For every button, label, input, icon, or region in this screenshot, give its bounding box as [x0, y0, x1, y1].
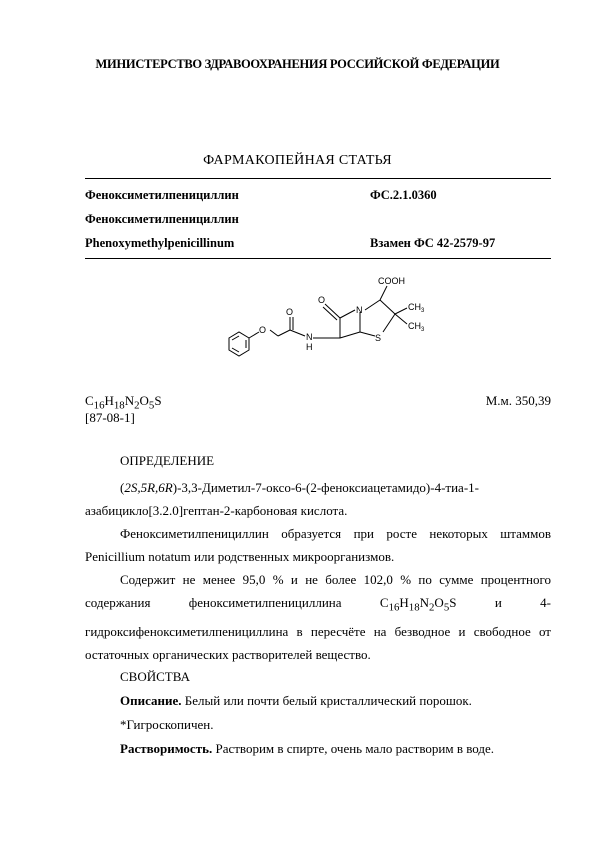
amide-hydrogen-label: H	[306, 342, 313, 352]
definition-paragraph-origin: Феноксиметилпенициллин образуется при росте некоторых штаммов Penicillium notatum или родственных микроорганизмов.	[85, 526, 551, 564]
divider-top	[85, 178, 551, 179]
solubility-line: Растворимость. Растворим в спирте, очень мало растворим в воде.	[120, 741, 495, 756]
ether-oxygen-label: O	[259, 325, 267, 335]
hygroscopic-note: *Гигроскопичен.	[120, 717, 214, 732]
definition-paragraph-content: Содержит не менее 95,0 % и не более 102,0 % по сумме процентного содержания феноксиметилпенициллина $C_{16}H_{18}N_2O_5S$ и 4-гидроксифеноксиметилпенициллина в пересчёте на безводное и свободное от остаточных органических растворителей вещество.	[85, 572, 552, 662]
cas-number: [87-08-1]	[85, 410, 135, 425]
section-definition-heading: ОПРЕДЕЛЕНИЕ	[120, 453, 215, 468]
name-latin: Phenoxymethylpenicillinum	[85, 236, 235, 250]
description-label: Описание.	[120, 693, 182, 708]
beta-lactam-bonds	[323, 304, 360, 338]
methyl-label-2: $CH_3$	[408, 321, 425, 333]
solubility-label: Растворимость.	[120, 741, 213, 756]
ring-nitrogen-label: N	[356, 305, 363, 315]
section-properties-heading: СВОЙСТВА	[120, 669, 190, 684]
molecular-formula: $C_{16}H_{18}N_2O_5S$	[85, 393, 162, 412]
structural-formula	[215, 272, 435, 367]
thiazolidine-bonds	[360, 286, 407, 336]
stereo-descriptor: 2S,5R,6R	[124, 480, 173, 495]
carboxyl-label: COOH	[378, 276, 405, 286]
name-ru-primary: Феноксиметилпенициллин	[85, 188, 239, 202]
monograph-code: ФС.2.1.0360	[370, 188, 437, 202]
document-type: ФАРМАКОПЕЙНАЯ СТАТЬЯ	[203, 153, 392, 168]
chemical-name: (2S,5R,6R)-3,3-Диметил-7-оксо-6-(2-феноксиацетамидо)-4-тиа-1- азабицикло[3.2.0]гептан-2-карбоновая кислота.	[85, 480, 479, 518]
replaces-note: Взамен ФС 42-2579-97	[370, 236, 496, 250]
molecular-weight: М.м. 350,39	[485, 393, 551, 408]
sulfur-label: S	[375, 333, 382, 343]
divider-bottom	[85, 258, 551, 259]
amide-nitrogen-label: N	[306, 332, 313, 342]
phenyl-ring	[229, 332, 249, 356]
methyl-label-1: $CH_3$	[408, 302, 425, 314]
amide-oxygen-label: O	[286, 307, 294, 317]
lactam-oxygen-label: O	[318, 295, 326, 305]
description-line: Описание. Белый или почти белый кристаллический порошок.	[120, 693, 472, 708]
name-ru-secondary: Феноксиметилпенициллин	[85, 212, 239, 226]
ministry-title: МИНИСТЕРСТВО ЗДРАВООХРАНЕНИЯ РОССИЙСКОЙ ФЕДЕРАЦИИ	[95, 57, 500, 71]
content-formula: $C_{16}H_{18}N_2O_5S$	[379, 595, 457, 614]
